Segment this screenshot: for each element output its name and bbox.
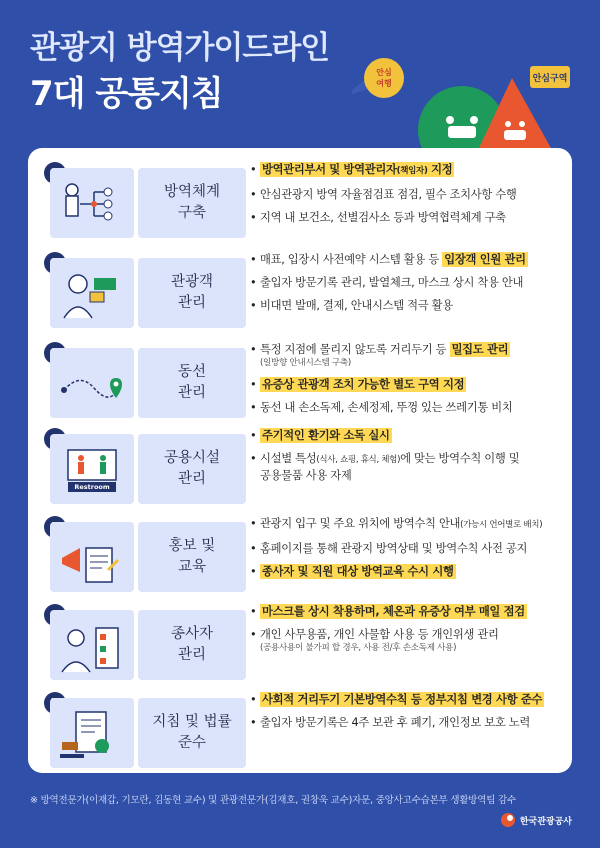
section-category: 지침 및 법률 준수 xyxy=(138,698,246,768)
bullet-text: 사회적 거리두기 기본방역수칙 등 정부지침 변경 사항 준수 xyxy=(262,693,543,706)
bullet-item xyxy=(250,564,568,579)
bullet-small: (가능시 언어별로 배치) xyxy=(460,520,543,530)
section-category: 홍보 및 교육 xyxy=(138,522,246,592)
bullet-text: 유증상 관광객 조치 가능한 별도 구역 지정 xyxy=(262,378,465,391)
bullet-subnote: (일방향 안내시스템 구축) xyxy=(260,358,351,368)
bullet-text: 개인 사무용품, 개인 사물함 사용 등 개인위생 관리 xyxy=(260,628,499,641)
bullet-text: 주기적인 환기와 소독 실시 xyxy=(262,429,390,442)
kto-logo xyxy=(500,812,572,828)
restroom-label: Restroom xyxy=(74,483,110,491)
bullet-text: 출입자 방문기록은 4주 보관 후 폐기, 개인정보 보호 노력 xyxy=(260,716,530,729)
worker-checklist-icon xyxy=(50,610,134,680)
guideline-section-4 xyxy=(44,428,564,504)
bullet-small: (책임자) xyxy=(396,166,428,176)
bullet-text: 관광지 입구 및 주요 위치에 방역수칙 안내 xyxy=(260,517,461,530)
bullet-item xyxy=(250,692,568,707)
bullet-item xyxy=(250,604,568,619)
guideline-section-7 xyxy=(44,692,564,768)
kto-logo-text: 한국관광공사 xyxy=(519,816,572,827)
bullet-item xyxy=(250,187,568,202)
bullet-item xyxy=(250,275,568,290)
bullet-after: 에 맞는 방역수칙 이행 및 xyxy=(400,452,520,465)
bullet-text: 안심관광지 방역 자율점검표 점검, 필수 조치사항 수행 xyxy=(260,188,517,201)
bullet-item xyxy=(250,451,568,483)
guideline-section-3 xyxy=(44,342,564,418)
bullet-text: 매표, 입장시 사전예약 시스템 활용 등 xyxy=(260,253,443,266)
guideline-section-1 xyxy=(44,162,564,238)
bullet-subnote: (공용사용이 불가피 할 경우, 사용 전/후 손소독제 사용) xyxy=(260,643,457,653)
section-category: 동선 관리 xyxy=(138,348,246,418)
guideline-section-5 xyxy=(44,516,564,592)
section-bullets xyxy=(250,516,568,587)
guideline-card xyxy=(28,148,572,773)
hero-tag: 안심구역 xyxy=(532,74,568,84)
network-person-icon xyxy=(50,168,134,238)
bullet-item xyxy=(250,162,568,179)
bullet-text: 홈페이지를 통해 관광지 방역상태 및 방역수칙 사전 공지 xyxy=(260,542,528,555)
bullet-item xyxy=(250,377,568,392)
page-title-line1: 관광지 방역가이드라인 xyxy=(30,30,330,66)
bullet-item xyxy=(250,342,568,369)
ticket-person-icon xyxy=(50,258,134,328)
bullet-text: 지역 내 보건소, 선별검사소 등과 방역협력체계 구축 xyxy=(260,211,506,224)
bullet-highlight: 밀집도 관리 xyxy=(451,343,509,356)
guideline-section-2 xyxy=(44,252,564,328)
bullet-highlight: 입장객 인원 관리 xyxy=(444,253,526,266)
section-category: 방역체계 구축 xyxy=(138,168,246,238)
bullet-item xyxy=(250,541,568,556)
route-pin-icon xyxy=(50,348,134,418)
bullet-text: 동선 내 손소독제, 손세정제, 뚜껑 있는 쓰레기통 비치 xyxy=(260,401,513,414)
section-bullets xyxy=(250,342,568,423)
bullet-text: 종사자 및 직원 대상 방역교육 수시 시행 xyxy=(262,565,454,578)
bullet-item xyxy=(250,298,568,313)
bullet-item xyxy=(250,252,568,267)
section-bullets xyxy=(250,428,568,491)
footnote: ※ 방역전문가(이재갑, 기모란, 김동현 교수) 및 관광전문가(김재호, 권창욱 교수)자문, 중앙사고수습본부 생활방역팀 감수 xyxy=(30,795,517,806)
bullet-continuation: 공용물품 사용 자제 xyxy=(260,469,352,482)
section-category: 공용시설 관리 xyxy=(138,434,246,504)
section-category: 관광객 관리 xyxy=(138,258,246,328)
hero-badge-line2: 여행 xyxy=(376,79,392,88)
guideline-section-6 xyxy=(44,604,564,680)
section-bullets xyxy=(250,252,568,321)
kto-logo-icon xyxy=(500,812,516,828)
section-bullets xyxy=(250,692,568,738)
hero-badge-line1: 안심 xyxy=(376,68,392,77)
section-bullets xyxy=(250,604,568,662)
bullet-text: 비대면 발매, 결제, 안내시스템 적극 활용 xyxy=(260,299,453,312)
megaphone-document-icon xyxy=(50,522,134,592)
bullet-small: (식사, 쇼핑, 휴식, 체험) xyxy=(316,455,401,465)
bullet-item xyxy=(250,715,568,730)
restroom-sign-icon xyxy=(50,434,134,504)
bullet-item xyxy=(250,627,568,654)
bullet-text: 방역관리부서 및 방역관리자 xyxy=(262,163,397,176)
bullet-text: 마스크를 상시 착용하며, 체온과 유증상 여부 매일 점검 xyxy=(262,605,525,618)
section-bullets xyxy=(250,162,568,233)
page-title-line2: 7대 공통지침 xyxy=(30,74,223,114)
gavel-document-icon xyxy=(50,698,134,768)
section-category: 종사자 관리 xyxy=(138,610,246,680)
bullet-text: 출입자 방문기록 관리, 발열체크, 마스크 상시 착용 안내 xyxy=(260,276,524,289)
bullet-text: 시설별 특성 xyxy=(260,452,317,465)
bullet-item xyxy=(250,210,568,225)
bullet-item xyxy=(250,428,568,443)
bullet-after: 지정 xyxy=(427,163,453,176)
bullet-text: 특정 지점에 몰리지 않도록 거리두기 등 xyxy=(260,343,450,356)
bullet-item xyxy=(250,516,568,533)
bullet-item xyxy=(250,400,568,415)
